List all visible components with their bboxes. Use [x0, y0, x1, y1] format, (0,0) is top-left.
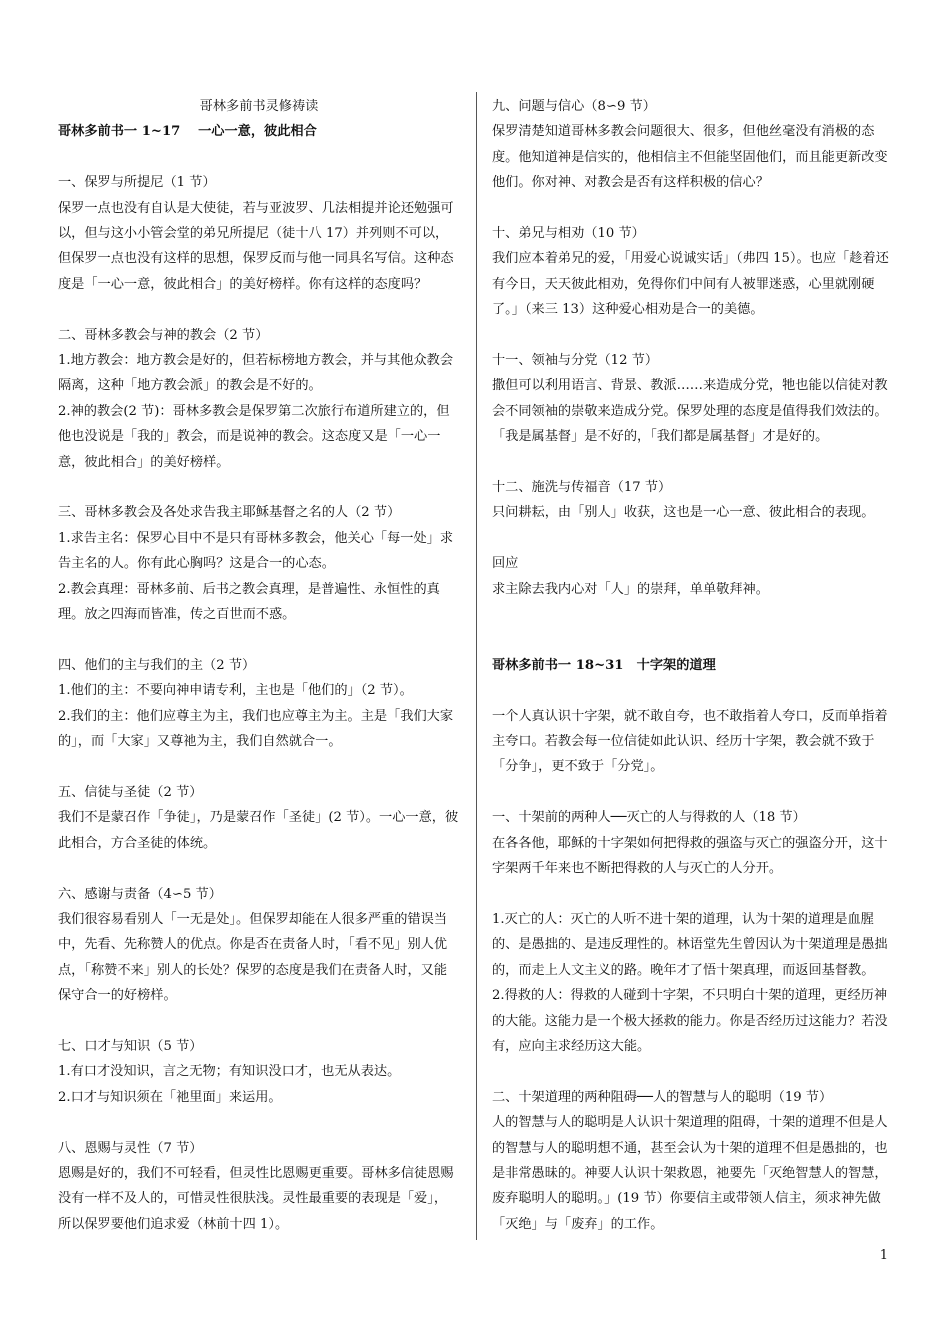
heading-11: 十一、领袖与分党（12 节）	[492, 353, 659, 369]
part2-heading-1: 一、十架前的两种人──灭亡的人与得救的人（18 节）	[492, 810, 806, 826]
page-number: 1	[879, 1248, 888, 1263]
part2-heading-2: 二、十架道理的两种阻碍──人的智慧与人的聪明（19 节）	[492, 1089, 833, 1105]
paragraph-8: 恩赐是好的，我们不可轻看，但灵性比恩赐更重要。哥林多信徒恩赐没有一样不及人的，可惜灵性很肤浅。灵性最重要的表现是「爱」，所以保罗要他们追求爱（林前十四 1）。	[58, 1165, 454, 1232]
heading-3: 三、哥林多教会及各处求告我主耶稣基督之名的人（2 节）	[58, 505, 401, 521]
paragraph-7b: 2.口才与知识须在「祂里面」来运用。	[58, 1089, 282, 1105]
heading-1: 一、保罗与所提尼（1 节）	[58, 175, 216, 191]
heading-6: 六、感谢与责备（4∽5 节）	[58, 886, 222, 902]
paragraph-5: 我们不是蒙召作「争徒」，乃是蒙召作「圣徒」(2 节）。一心一意，彼此相合，方合圣徒的体统。	[58, 810, 459, 851]
response-paragraph: 求主除去我内心对「人」的崇拜，单单敬拜神。	[492, 581, 769, 597]
part2-title: 哥林多前书一 18~31 十字架的道理	[492, 657, 716, 673]
heading-7: 七、口才与知识（5 节）	[58, 1038, 203, 1054]
part2-paragraph-1: 在各各他，耶稣的十字架如何把得救的强盗与灭亡的强盗分开，这十字架两千年来也不断把得救的人与灭亡的人分开。	[492, 835, 888, 877]
paragraph-12: 只问耕耘，由「别人」收获，这也是一心一意、彼此相合的表现。	[492, 505, 875, 521]
right-column	[492, 94, 894, 1237]
column-divider	[476, 92, 477, 1240]
heading-2: 二、哥林多教会与神的教会（2 节）	[58, 327, 269, 343]
paragraph-3b: 2.教会真理：哥林多前、后书之教会真理，是普遍性、永恒性的真理。放之四海而皆准，传之百世而不惑。	[58, 581, 440, 623]
heading-10: 十、弟兄与相劝（10 节）	[492, 226, 645, 242]
left-column	[58, 94, 460, 1237]
paragraph-6: 我们很容易看别人「一无是处」。但保罗却能在人很多严重的错误当中，先看、先称赞人的优点。你是否在责备人时，「看不见」别人优点，「称赞不来」别人的长处？保罗的态度是我们在责备人时，又能保守合一的好榜样。	[58, 911, 448, 1004]
document-title: 哥林多前书灵修祷读	[199, 99, 319, 114]
section-subtitle: 哥林多前书一 1~17 一心一意，彼此相合	[58, 124, 317, 140]
paragraph-9: 保罗清楚知道哥林多教会问题很大、很多，但他丝毫没有消极的态度。他知道神是信实的，他相信主不但能坚固他们，而且能更新改变他们。你对神、对教会是否有这样积极的信心？	[492, 124, 888, 191]
part2-paragraph-2: 人的智慧与人的聪明是人认识十架道理的阻碍，十架的道理不但是人的智慧与人的聪明想不通，甚至会认为十架的道理不但是愚拙的，也是非常愚昧的。神要人认识十架救恩，祂要先「灭绝智慧人的智慧，废弃聪明人的聪明。」(19 节）你要信主或带领人信主，须求神先做「灭绝」与「废弃」的工作。	[492, 1115, 888, 1232]
paragraph-4a: 1.他们的主：不要向神申请专利，主也是「他们的」（2 节）。	[58, 683, 413, 699]
heading-4: 四、他们的主与我们的主（2 节）	[58, 657, 256, 673]
part2-paragraph-1b: 2.得救的人：得救的人碰到十字架，不只明白十架的道理，更经历神的大能。这能力是一个极大拯救的能力。你是否经历过这能力？若没有，应向主求经历这大能。	[492, 988, 888, 1054]
paragraph-2a: 1.地方教会：地方教会是好的，但若标榜地方教会，并与其他众教会隔离，这种「地方教会派」的教会是不好的。	[58, 353, 454, 394]
heading-5: 五、信徒与圣徒（2 节）	[58, 784, 203, 800]
paragraph-7a: 1.有口才没知识，言之无物；有知识没口才，也无从表达。	[58, 1064, 401, 1080]
paragraph-2b: 2.神的教会(2 节)：哥林多教会是保罗第二次旅行布道所建立的，但他也没说是「我的」教会，而是说神的教会。这态度又是「一心一意，彼此相合」的美好榜样。	[58, 403, 450, 470]
paragraph-1: 保罗一点也没有自认是大使徒，若与亚波罗、几法相提并论还勉强可以，但与这小小管会堂的弟兄所提尼（徒十八 17）并列则不可以，但保罗一点也没有这样的思想，保罗反而与他一同具名写信。这种态度是「一心一意，彼此相合」的美好榜样。你有这样的态度吗？	[58, 200, 454, 292]
paragraph-4b: 2.我们的主：他们应尊主为主，我们也应尊主为主。主是「我们大家的」，而「大家」又尊祂为主，我们自然就合一。	[58, 708, 454, 750]
part2-paragraph-1a: 1.灭亡的人：灭亡的人听不进十架的道理，认为十架的道理是血腥的、是愚拙的、是违反理性的。林语堂先生曾因认为十架道理是愚拙的，而走上人文主义的路。晚年才了悟十架真理，而返回基督教。	[492, 911, 888, 978]
paragraph-3a: 1.求告主名：保罗心目中不是只有哥林多教会，他关心「每一处」求告主名的人。你有此心胸吗？这是合一的心态。	[58, 530, 454, 572]
paragraph-10: 我们应本着弟兄的爱，「用爱心说诚实话」（弗四 15）。也应「趁着还有今日，天天彼此相劝，免得你们中间有人被罪迷惑，心里就刚硬了。」（来三 13）这种爱心相劝是合一的美德。	[492, 251, 889, 318]
part2-intro: 一个人真认识十字架，就不敢自夸，也不敢指着人夸口，反而单指着主夸口。若教会每一位信徒如此认识、经历十字架，教会就不致于「分争」，更不致于「分党」。	[492, 708, 888, 775]
heading-8: 八、恩赐与灵性（7 节）	[58, 1140, 203, 1156]
heading-12: 十二、施洗与传福音（17 节）	[492, 480, 672, 496]
response-heading: 回应	[492, 556, 519, 572]
paragraph-11: 撒但可以利用语言、背景、教派……来造成分党，牠也能以信徒对教会不同领袖的崇敬来造成分党。保罗处理的态度是值得我们效法的。「我是属基督」是不好的，「我们都是属基督」才是好的。	[492, 378, 888, 445]
heading-9: 九、问题与信心（8∽9 节）	[492, 99, 656, 114]
